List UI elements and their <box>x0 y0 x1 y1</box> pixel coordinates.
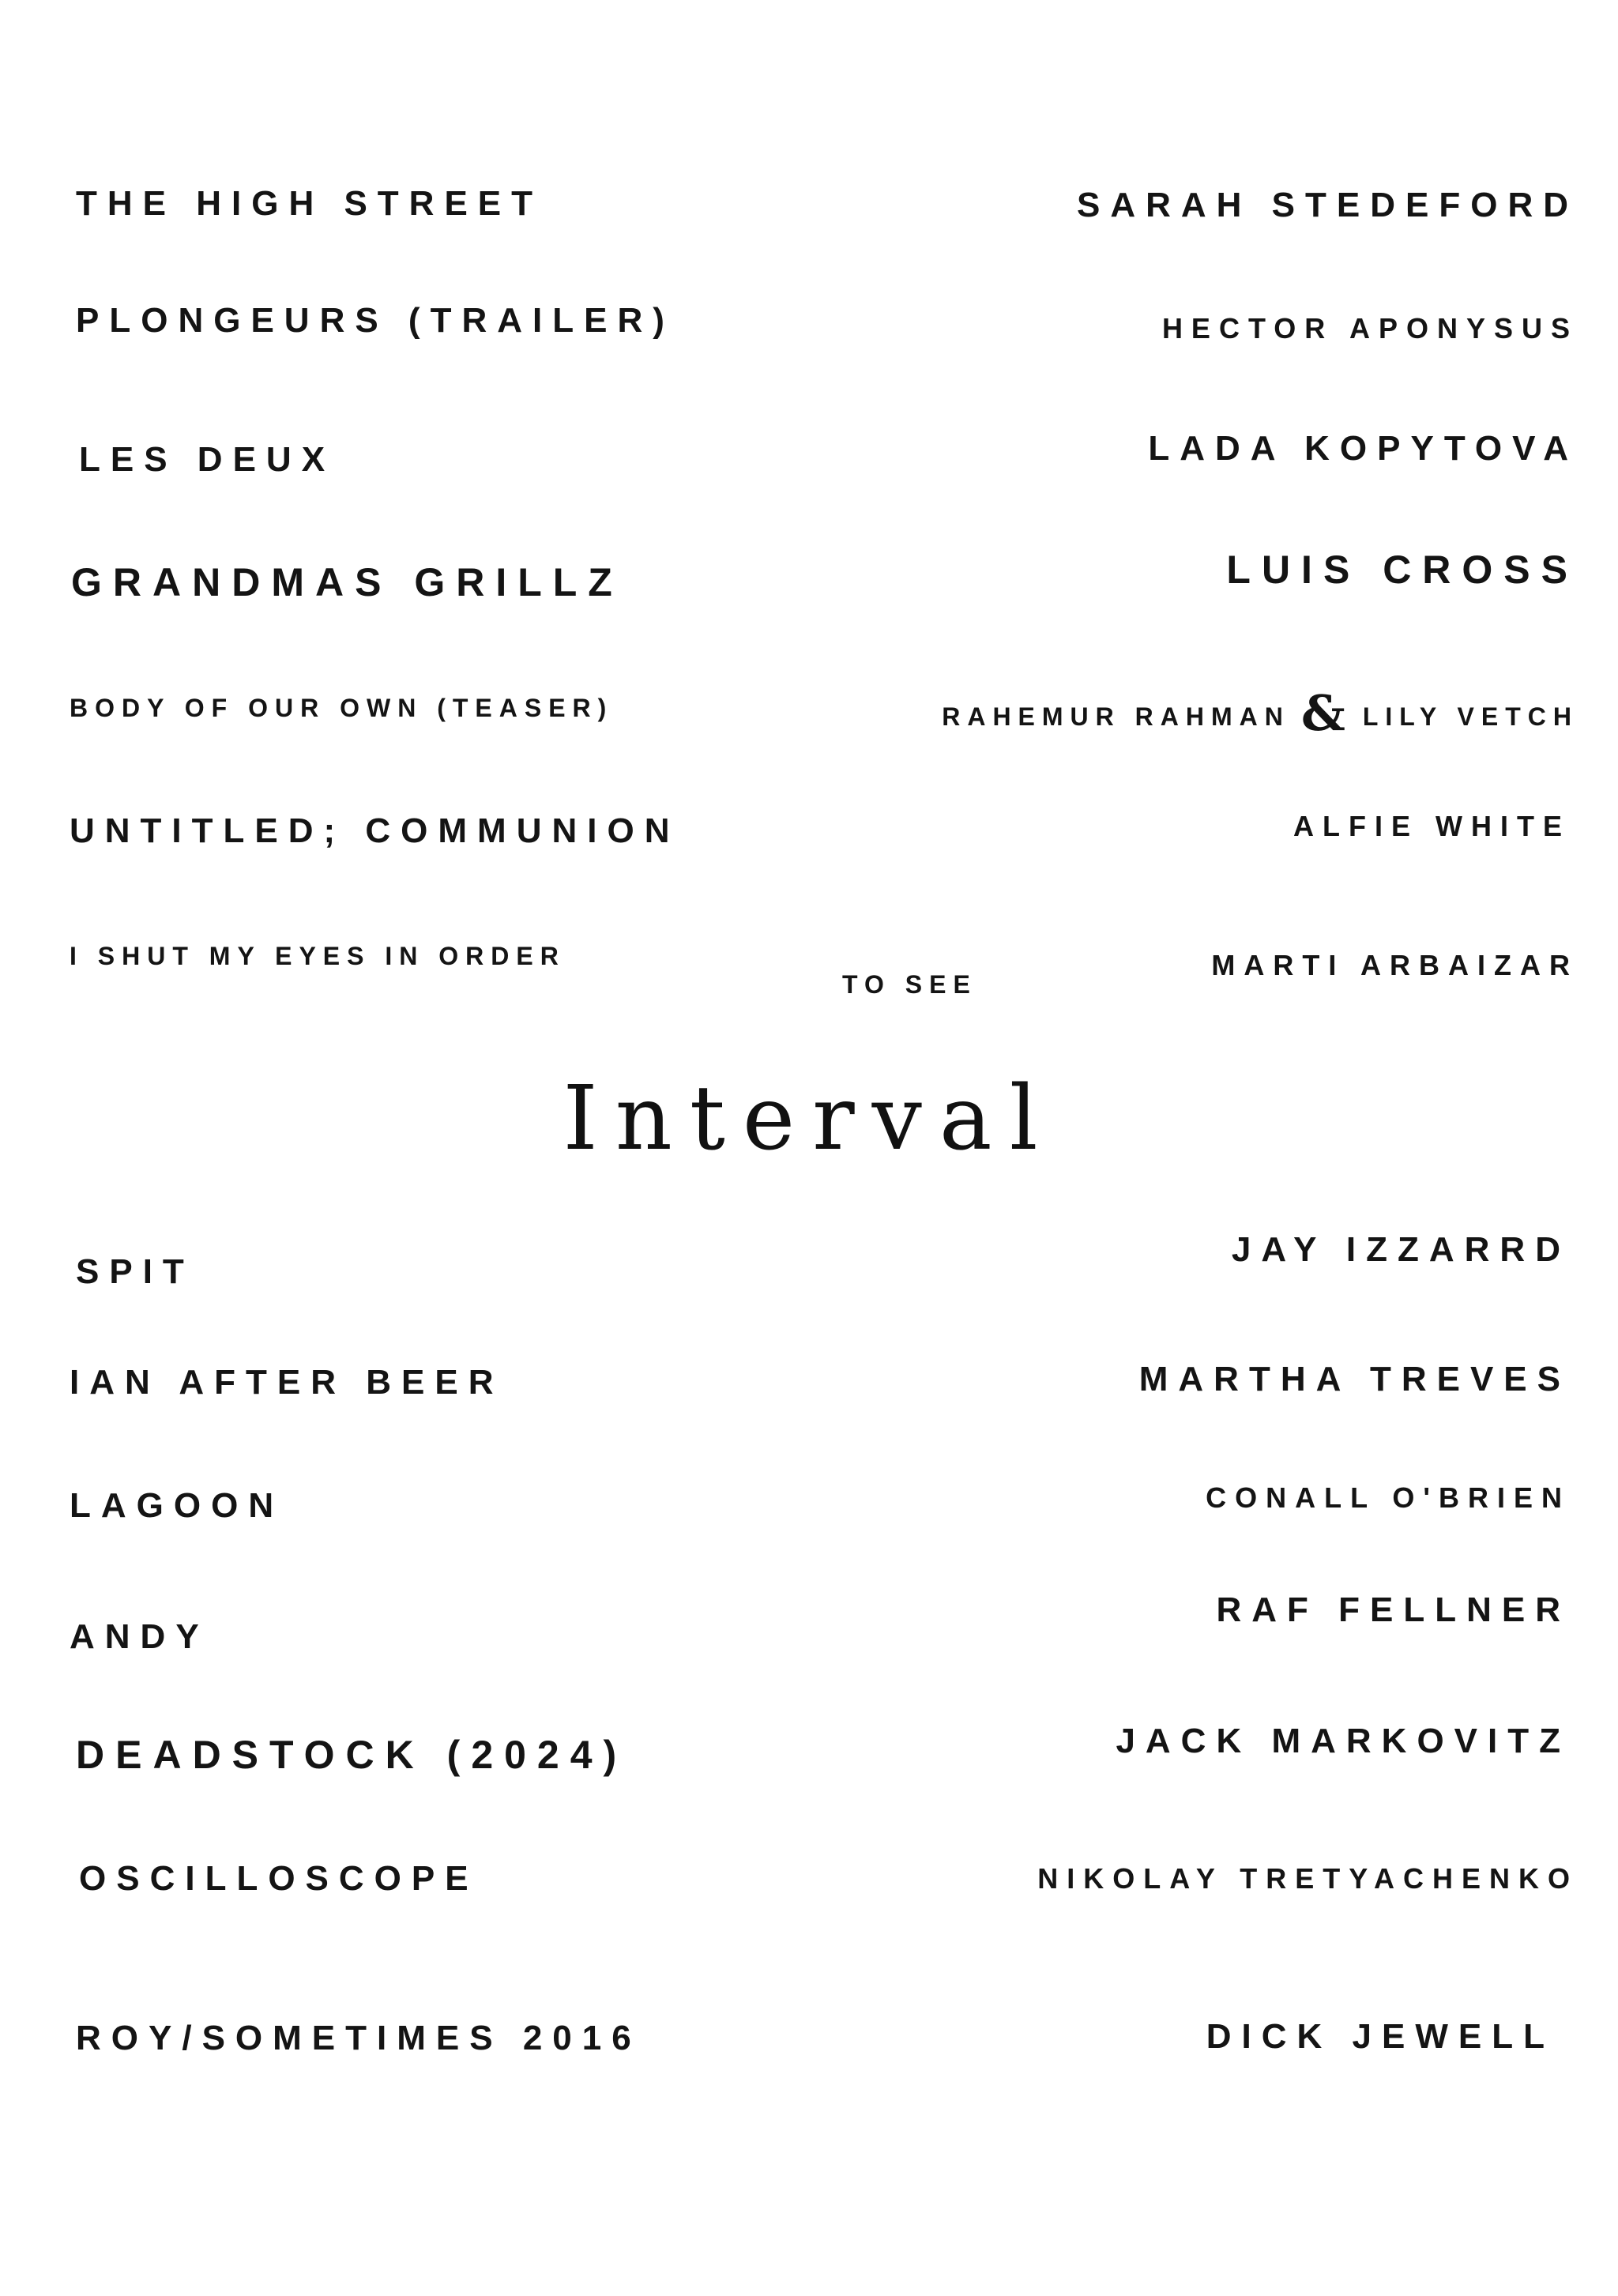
film-title: OSCILLOSCOPE <box>79 1859 479 1898</box>
film-title: IAN AFTER BEER <box>70 1363 504 1402</box>
film-artist: LUIS CROSS <box>1226 548 1578 592</box>
film-title: ROY/SOMETIMES 2016 <box>76 2019 642 2057</box>
film-title: DEADSTOCK (2024) <box>76 1733 628 1777</box>
film-artist: SARAH STEDEFORD <box>1076 186 1578 224</box>
film-artist: HECTOR APONYSUS <box>1161 312 1578 344</box>
film-title: LES DEUX <box>79 440 336 479</box>
interval-heading: Interval <box>563 1067 1055 1170</box>
film-title: PLONGEURS (TRAILER) <box>76 301 675 340</box>
film-artist: JAY IZZARRD <box>1231 1230 1571 1269</box>
film-title: ANDY <box>70 1617 209 1656</box>
film-title: THE HIGH STREET <box>76 184 544 223</box>
film-artist-pair <box>942 684 1578 742</box>
ampersand: & <box>1300 684 1345 742</box>
film-artist: DICK JEWELL <box>1206 2017 1555 2056</box>
film-artist: NIKOLAY TRETYACHENKO <box>1037 1862 1578 1895</box>
film-title: BODY OF OUR OWN (TEASER) <box>70 694 614 722</box>
film-artist: LADA KOPYTOVA <box>1148 429 1578 468</box>
film-title: I SHUT MY EYES IN ORDER <box>70 942 566 970</box>
film-title: LAGOON <box>70 1486 284 1525</box>
film-artist: JACK MARKOVITZ <box>1116 1722 1571 1760</box>
film-artist: RAF FELLNER <box>1216 1590 1571 1629</box>
film-artist: ALFIE WHITE <box>1293 810 1571 842</box>
film-title: SPIT <box>76 1252 194 1291</box>
film-title-continued: TO SEE <box>842 970 977 999</box>
film-artist: MARTHA TREVES <box>1138 1360 1571 1398</box>
film-artist: RAHEMUR RAHMAN <box>942 702 1290 731</box>
film-artist: LILY VETCH <box>1362 702 1578 731</box>
film-artist: MARTI ARBAIZAR <box>1211 949 1578 981</box>
film-title: GRANDMAS GRILLZ <box>71 560 623 604</box>
film-artist: CONALL O'BRIEN <box>1206 1481 1571 1514</box>
film-title: UNTITLED; COMMUNION <box>70 811 680 850</box>
